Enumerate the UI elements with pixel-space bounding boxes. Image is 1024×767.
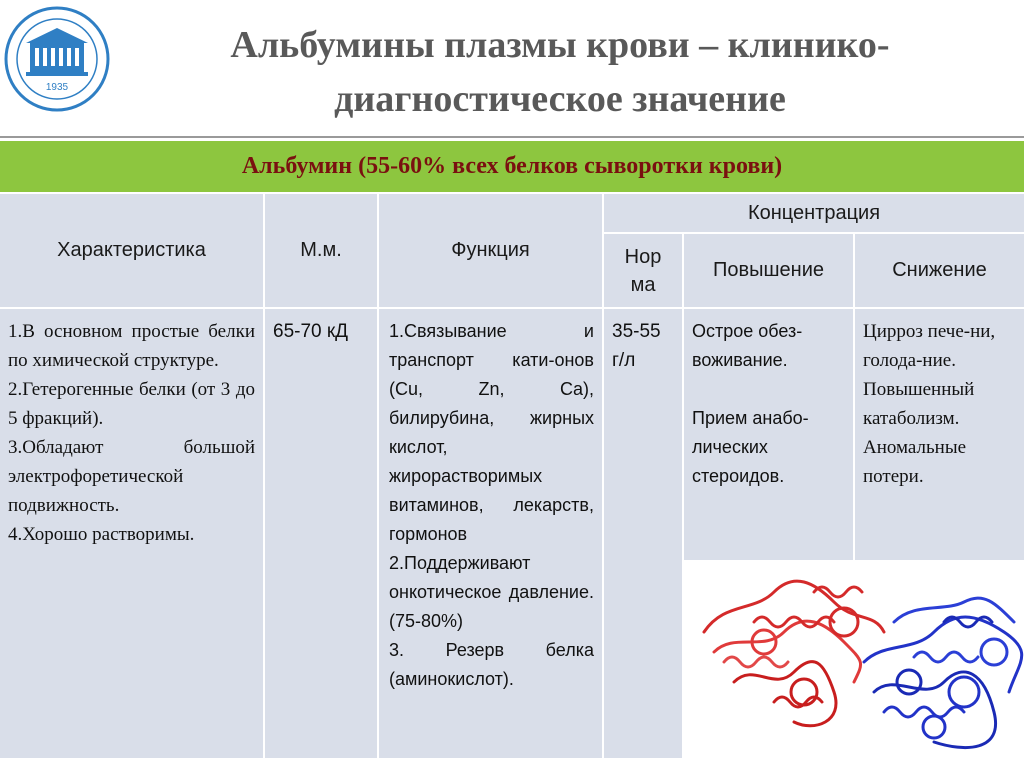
characteristic-item-1: 1.В основном простые белки по химической структуре. bbox=[8, 321, 255, 371]
function-item-2: 2.Поддерживают онкотическое давление. (75-80%) bbox=[389, 553, 594, 631]
norm-cell bbox=[604, 309, 682, 758]
increase-item-2: Прием анабо-лических стероидов. bbox=[692, 408, 809, 486]
characteristic-cell bbox=[0, 309, 263, 758]
header-concentration: Концентрация bbox=[604, 194, 1024, 232]
svg-text:1935: 1935 bbox=[45, 82, 69, 93]
decrease-item-1: Цирроз пече-ни, голода-ние. bbox=[863, 321, 996, 371]
header-function: Функция bbox=[379, 194, 602, 307]
increase-cell bbox=[684, 309, 853, 560]
header-decrease: Снижение bbox=[855, 234, 1024, 307]
university-emblem-icon bbox=[4, 6, 110, 112]
header-divider bbox=[0, 136, 1024, 138]
norm-value: 35-55 г/л bbox=[612, 321, 661, 371]
characteristic-item-2: 2.Гетерогенные белки (от 3 до 5 фракций). bbox=[8, 379, 255, 429]
function-item-1: 1.Связывание и транспорт кати-онов (Cu, Zn, Ca), билирубина, жирных кислот, жирорастворимых витаминов, лекарств, гормонов bbox=[389, 321, 594, 544]
characteristic-item-3: 3.Обладают большой электрофоретической подвижность. bbox=[8, 437, 255, 516]
function-item-3: 3. Резерв белка (аминокислот). bbox=[389, 640, 594, 689]
albumin-protein-structure-icon bbox=[694, 562, 1024, 760]
decrease-item-3: Аномальные потери. bbox=[863, 437, 967, 487]
title-line-2: диагностическое значение bbox=[334, 78, 786, 120]
decrease-item-2: Повышенный катаболизм. bbox=[863, 379, 975, 429]
header-characteristic: Характеристика bbox=[0, 194, 263, 307]
mm-value: 65-70 кД bbox=[273, 321, 349, 342]
function-cell bbox=[379, 309, 602, 758]
characteristic-item-4: 4.Хорошо растворимы. bbox=[8, 524, 195, 545]
title-line-1: Альбумины плазмы крови – клинико- bbox=[230, 24, 890, 66]
albumin-banner: Альбумин (55-60% всех белков сыворотки крови) bbox=[0, 141, 1024, 192]
mm-cell bbox=[265, 309, 377, 758]
page-title bbox=[110, 18, 1010, 126]
header-norm: Нор ма bbox=[604, 234, 682, 307]
decrease-cell bbox=[855, 309, 1024, 560]
header-increase: Повышение bbox=[684, 234, 853, 307]
increase-item-1: Острое обез-воживание. bbox=[692, 321, 803, 370]
header-mm: М.м. bbox=[265, 194, 377, 307]
albumin-structure-image bbox=[694, 562, 1024, 760]
